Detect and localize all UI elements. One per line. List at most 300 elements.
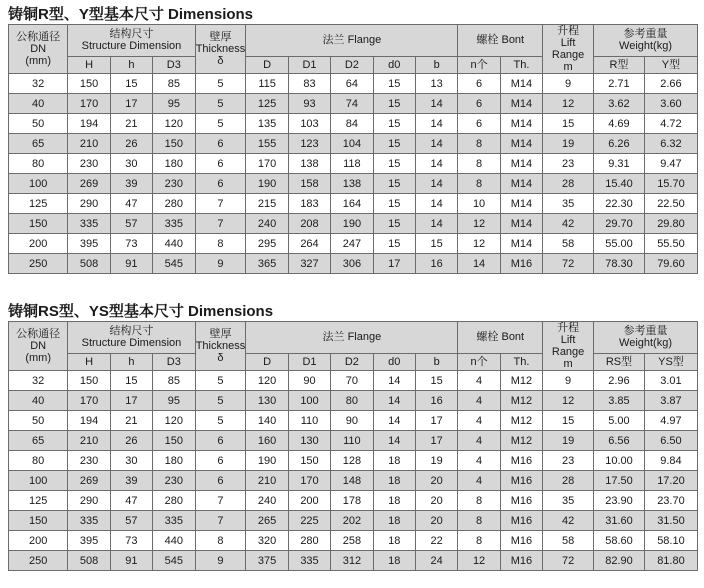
table-cell: 158 (288, 174, 330, 194)
table-cell: 19 (543, 134, 594, 154)
table-cell: 14 (415, 114, 457, 134)
subheader-cell: b (415, 353, 457, 370)
table-cell: 14 (373, 431, 415, 451)
table-cell: 40 (9, 391, 68, 411)
table-cell: 13 (415, 74, 457, 94)
table-cell: 125 (9, 491, 68, 511)
table-cell: 31.60 (594, 511, 645, 531)
table-cell: 19 (415, 451, 457, 471)
table-cell: M14 (500, 94, 542, 114)
table-row (9, 471, 698, 491)
table-cell: 90 (331, 411, 373, 431)
table-cell: 83 (288, 74, 330, 94)
table-cell: 12 (543, 391, 594, 411)
table-cell: 57 (110, 511, 152, 531)
table-cell: 4 (458, 471, 500, 491)
table-cell: 150 (153, 431, 195, 451)
subheader-cell: D3 (153, 56, 195, 73)
table-cell: 14 (458, 254, 500, 274)
table-cell: 138 (288, 154, 330, 174)
table-cell: 12 (543, 94, 594, 114)
table-cell: 16 (415, 391, 457, 411)
table-cell: 290 (68, 194, 110, 214)
table-cell: 82.90 (594, 551, 645, 571)
table-title-r-y: 铸铜R型、Y型基本尺寸 Dimensions (8, 6, 254, 23)
subheader-cell: D3 (153, 353, 195, 370)
table-cell: 100 (288, 391, 330, 411)
table-cell: 58.10 (644, 531, 697, 551)
table-cell: 15.40 (594, 174, 645, 194)
table-cell: 215 (246, 194, 288, 214)
table-cell: 9.47 (644, 154, 697, 174)
table-cell: 42 (543, 214, 594, 234)
table-row (9, 114, 698, 134)
table-cell: 18 (373, 451, 415, 471)
table-cell: 190 (246, 174, 288, 194)
table-cell: 240 (246, 214, 288, 234)
table-cell: 335 (153, 214, 195, 234)
header-weight-line: Weight(kg) (619, 337, 672, 350)
table-cell: 104 (331, 134, 373, 154)
subheader-cell: RS型 (594, 353, 645, 370)
table-cell: 18 (373, 471, 415, 491)
table-cell: 19 (543, 431, 594, 451)
table-cell: 20 (415, 471, 457, 491)
subheader-cell: h (110, 353, 152, 370)
table-cell: 28 (543, 174, 594, 194)
table-cell: 9 (195, 551, 246, 571)
table-cell: 15 (543, 411, 594, 431)
table-cell: 17 (110, 94, 152, 114)
table-row (9, 411, 698, 431)
table-cell: 80 (331, 391, 373, 411)
table-cell: 65 (9, 431, 68, 451)
table-cell: 14 (415, 154, 457, 174)
table-cell: 190 (331, 214, 373, 234)
table-cell: 31.50 (644, 511, 697, 531)
table-cell: 6 (195, 451, 246, 471)
header-dn (9, 322, 68, 371)
header-lift-line: m (563, 358, 573, 370)
table-cell: 312 (331, 551, 373, 571)
header-thickness-line: 壁厚 (209, 328, 232, 340)
table-cell: 10 (458, 194, 500, 214)
table-cell: 7 (195, 511, 246, 531)
header-dn-line: (mm) (25, 55, 51, 67)
table-cell: 4 (458, 431, 500, 451)
table-cell: M14 (500, 234, 542, 254)
table-cell: 269 (68, 471, 110, 491)
table-cell: 15 (415, 371, 457, 391)
table-cell: 18 (373, 531, 415, 551)
subheader-cell: R型 (594, 56, 645, 73)
table-cell: 12 (458, 551, 500, 571)
table-cell: M14 (500, 154, 542, 174)
table-cell: 9 (195, 254, 246, 274)
table-cell: 4.97 (644, 411, 697, 431)
table-cell: 180 (153, 154, 195, 174)
table-cell: 26 (110, 134, 152, 154)
table-cell: 200 (9, 531, 68, 551)
header-structure-line: 结构尺寸 (109, 325, 154, 338)
header-dn-line: 公称通径 (16, 31, 61, 43)
table-cell: 58.60 (594, 531, 645, 551)
table-cell: 20 (415, 511, 457, 531)
table-cell: 190 (246, 451, 288, 471)
table-cell: 58 (543, 234, 594, 254)
table-cell: 306 (331, 254, 373, 274)
table-cell: M14 (500, 74, 542, 94)
table-cell: 395 (68, 234, 110, 254)
table-cell: 15 (373, 214, 415, 234)
table-cell: 21 (110, 411, 152, 431)
header-dn-line: 公称通径 (16, 328, 61, 340)
table-cell: 118 (331, 154, 373, 174)
table-cell: 8 (458, 174, 500, 194)
table-cell: 74 (331, 94, 373, 114)
table-cell: 135 (246, 114, 288, 134)
table-cell: 6.56 (594, 431, 645, 451)
table-cell: 15 (373, 234, 415, 254)
table-cell: 29.80 (644, 214, 697, 234)
table-row (9, 451, 698, 471)
table-cell: 55.50 (644, 234, 697, 254)
table-cell: 250 (9, 551, 68, 571)
table-cell: 150 (9, 511, 68, 531)
table-cell: 64 (331, 74, 373, 94)
table-cell: 100 (9, 471, 68, 491)
table-cell: 6 (195, 154, 246, 174)
table-cell: 17.20 (644, 471, 697, 491)
table-row (9, 74, 698, 94)
table-cell: 4 (458, 411, 500, 431)
table-cell: 4 (458, 371, 500, 391)
dimensions-table-r-y (8, 24, 698, 274)
header-weight-line: 参考重量 (623, 28, 668, 41)
table-cell: 23 (543, 154, 594, 174)
table-cell: 6 (458, 74, 500, 94)
table-cell: 250 (9, 254, 68, 274)
header-dn-line: DN (30, 340, 47, 352)
table-cell: 335 (288, 551, 330, 571)
table-cell: 95 (153, 94, 195, 114)
table-cell: 375 (246, 551, 288, 571)
subheader-cell: D (246, 353, 288, 370)
table-cell: M14 (500, 194, 542, 214)
table-cell: 29.70 (594, 214, 645, 234)
table-cell: 3.85 (594, 391, 645, 411)
table-cell: 22.30 (594, 194, 645, 214)
table-row (9, 551, 698, 571)
table-cell: 73 (110, 531, 152, 551)
table-cell: 7 (195, 491, 246, 511)
table-cell: 15 (415, 234, 457, 254)
table-cell: 9 (543, 74, 594, 94)
table-cell: M14 (500, 134, 542, 154)
table-cell: 178 (331, 491, 373, 511)
subheader-cell: Y型 (644, 56, 697, 73)
table-cell: 6 (195, 431, 246, 451)
subheader-cell: Th. (500, 353, 542, 370)
table-cell: 23 (543, 451, 594, 471)
subheader-cell: n个 (458, 56, 500, 73)
header-lift-line: Lift Range (551, 37, 585, 61)
subheader-cell: d0 (373, 353, 415, 370)
table-cell: 210 (246, 471, 288, 491)
table-cell: 15 (373, 154, 415, 174)
table-cell: 5 (195, 74, 246, 94)
table-cell: 150 (288, 451, 330, 471)
table-cell: 6 (195, 134, 246, 154)
table-cell: 280 (153, 194, 195, 214)
table-cell: M12 (500, 371, 542, 391)
table-cell: M16 (500, 551, 542, 571)
table-cell: 35 (543, 491, 594, 511)
table-row (9, 371, 698, 391)
table-cell: 91 (110, 551, 152, 571)
table-cell: 18 (373, 511, 415, 531)
table-cell: 22 (415, 531, 457, 551)
table-cell: 10.00 (594, 451, 645, 471)
table-cell: 365 (246, 254, 288, 274)
header-lift-line: Lift Range (551, 334, 585, 358)
table-row (9, 174, 698, 194)
table-cell: 155 (246, 134, 288, 154)
table-cell: 15 (373, 94, 415, 114)
header-lift-line: m (563, 61, 573, 73)
table-cell: 14 (373, 411, 415, 431)
header-thickness (195, 25, 246, 74)
table-cell: 73 (110, 234, 152, 254)
table-cell: 200 (9, 234, 68, 254)
table-cell: 78.30 (594, 254, 645, 274)
subheader-cell: D1 (288, 353, 330, 370)
table-cell: 21 (110, 114, 152, 134)
header-lift-line: 升程 (557, 25, 580, 37)
header-bolt: 螺栓 Bont (458, 322, 543, 354)
table-cell: 100 (9, 174, 68, 194)
table-cell: 79.60 (644, 254, 697, 274)
table-row (9, 94, 698, 114)
table-cell: 15 (110, 371, 152, 391)
table-cell: 70 (331, 371, 373, 391)
table-cell: M12 (500, 431, 542, 451)
table-cell: 2.66 (644, 74, 697, 94)
table-cell: 72 (543, 551, 594, 571)
table-cell: 115 (246, 74, 288, 94)
table-cell: 93 (288, 94, 330, 114)
table-cell: 130 (246, 391, 288, 411)
table-cell: 6 (195, 174, 246, 194)
header-dn-line: (mm) (25, 352, 51, 364)
header-structure-line: Structure Dimension (81, 337, 182, 350)
table-cell: M12 (500, 411, 542, 431)
table-row (9, 531, 698, 551)
header-weight-line: Weight(kg) (619, 40, 672, 53)
table-cell: 5 (195, 114, 246, 134)
table-cell: 3.62 (594, 94, 645, 114)
table-cell: 39 (110, 174, 152, 194)
table-cell: 264 (288, 234, 330, 254)
table-cell: 230 (68, 154, 110, 174)
table-cell: 180 (153, 451, 195, 471)
table-cell: 170 (246, 154, 288, 174)
table-cell: 138 (331, 174, 373, 194)
table-cell: 8 (195, 531, 246, 551)
table-cell: 395 (68, 531, 110, 551)
table-cell: 3.87 (644, 391, 697, 411)
table-cell: 15 (373, 74, 415, 94)
subheader-cell: YS型 (644, 353, 697, 370)
table-cell: 65 (9, 134, 68, 154)
table-cell: 15 (373, 134, 415, 154)
table-cell: 15 (543, 114, 594, 134)
table-cell: 30 (110, 154, 152, 174)
table-cell: 8 (458, 511, 500, 531)
table-cell: M16 (500, 254, 542, 274)
header-thickness-line: δ (217, 352, 224, 364)
table-cell: 225 (288, 511, 330, 531)
table-cell: 508 (68, 254, 110, 274)
table-cell: 24 (415, 551, 457, 571)
header-weight (594, 25, 698, 57)
table-cell: 4 (458, 391, 500, 411)
table-cell: 170 (288, 471, 330, 491)
table-cell: 120 (153, 114, 195, 134)
header-weight-line: 参考重量 (623, 325, 668, 338)
subheader-cell: n个 (458, 353, 500, 370)
table-cell: 6 (458, 114, 500, 134)
table-cell: 40 (9, 94, 68, 114)
table-cell: 17 (415, 431, 457, 451)
subheader-cell: H (68, 56, 110, 73)
table-cell: 15 (373, 114, 415, 134)
header-weight (594, 322, 698, 354)
table-cell: 9 (543, 371, 594, 391)
table-row (9, 154, 698, 174)
table-row (9, 511, 698, 531)
table-cell: M16 (500, 491, 542, 511)
table-cell: 258 (331, 531, 373, 551)
table-row (9, 214, 698, 234)
header-flange: 法兰 Flange (246, 25, 458, 57)
table-cell: 5 (195, 371, 246, 391)
table-cell: 4.69 (594, 114, 645, 134)
header-thickness-line: Thickness (195, 43, 246, 55)
subheader-cell: D (246, 56, 288, 73)
table-cell: 202 (331, 511, 373, 531)
table-cell: 5.00 (594, 411, 645, 431)
table-cell: 5 (195, 94, 246, 114)
table-cell: 8 (458, 134, 500, 154)
table-row (9, 234, 698, 254)
table-cell: 80 (9, 154, 68, 174)
table-cell: 194 (68, 114, 110, 134)
table-cell: 269 (68, 174, 110, 194)
header-lift (543, 25, 594, 74)
table-cell: M12 (500, 391, 542, 411)
table-title-rs-ys: 铸铜RS型、YS型基本尺寸 Dimensions (8, 303, 274, 320)
table-cell: 22.50 (644, 194, 697, 214)
table-cell: 32 (9, 371, 68, 391)
header-dn (9, 25, 68, 74)
subheader-cell: D2 (331, 56, 373, 73)
table-cell: 9.31 (594, 154, 645, 174)
table-cell: 20 (415, 491, 457, 511)
table-cell: 47 (110, 491, 152, 511)
table-cell: 14 (415, 134, 457, 154)
table-cell: 7 (195, 194, 246, 214)
table-cell: 18 (373, 491, 415, 511)
table-cell: 8 (195, 234, 246, 254)
table-cell: 335 (153, 511, 195, 531)
table-cell: 148 (331, 471, 373, 491)
table-cell: 85 (153, 74, 195, 94)
header-structure (68, 25, 195, 57)
table-cell: 23.70 (644, 491, 697, 511)
table-cell: M16 (500, 511, 542, 531)
subheader-cell: D1 (288, 56, 330, 73)
table-cell: 6 (458, 94, 500, 114)
table-cell: 320 (246, 531, 288, 551)
table-cell: 208 (288, 214, 330, 234)
table-cell: 230 (68, 451, 110, 471)
table-cell: 23.90 (594, 491, 645, 511)
table-cell: 16 (415, 254, 457, 274)
table-cell: 15 (373, 174, 415, 194)
subheader-cell: Th. (500, 56, 542, 73)
header-lift (543, 322, 594, 371)
table-cell: 17.50 (594, 471, 645, 491)
subheader-cell: d0 (373, 56, 415, 73)
table-cell: 15.70 (644, 174, 697, 194)
table-cell: 32 (9, 74, 68, 94)
table-cell: 120 (246, 371, 288, 391)
table-cell: 440 (153, 531, 195, 551)
table-cell: 14 (415, 174, 457, 194)
table-cell: 85 (153, 371, 195, 391)
table-cell: 150 (9, 214, 68, 234)
table-cell: 42 (543, 511, 594, 531)
table-cell: M16 (500, 531, 542, 551)
header-lift-line: 升程 (557, 322, 580, 334)
table-cell: 110 (331, 431, 373, 451)
table-row (9, 194, 698, 214)
table-cell: 47 (110, 194, 152, 214)
table-cell: 210 (68, 431, 110, 451)
table-cell: 170 (68, 94, 110, 114)
header-bolt: 螺栓 Bont (458, 25, 543, 57)
table-row (9, 391, 698, 411)
header-flange: 法兰 Flange (246, 322, 458, 354)
table-cell: 183 (288, 194, 330, 214)
table-cell: 50 (9, 411, 68, 431)
table-cell: 50 (9, 114, 68, 134)
table-cell: 280 (288, 531, 330, 551)
table-cell: M16 (500, 471, 542, 491)
table-cell: 150 (153, 134, 195, 154)
table-cell: 6.32 (644, 134, 697, 154)
table-cell: 160 (246, 431, 288, 451)
table-cell: 18 (373, 551, 415, 571)
header-thickness (195, 322, 246, 371)
table-cell: 545 (153, 254, 195, 274)
table-cell: 130 (288, 431, 330, 451)
table-cell: 55.00 (594, 234, 645, 254)
table-cell: M16 (500, 451, 542, 471)
table-cell: 3.60 (644, 94, 697, 114)
table-cell: 14 (415, 194, 457, 214)
